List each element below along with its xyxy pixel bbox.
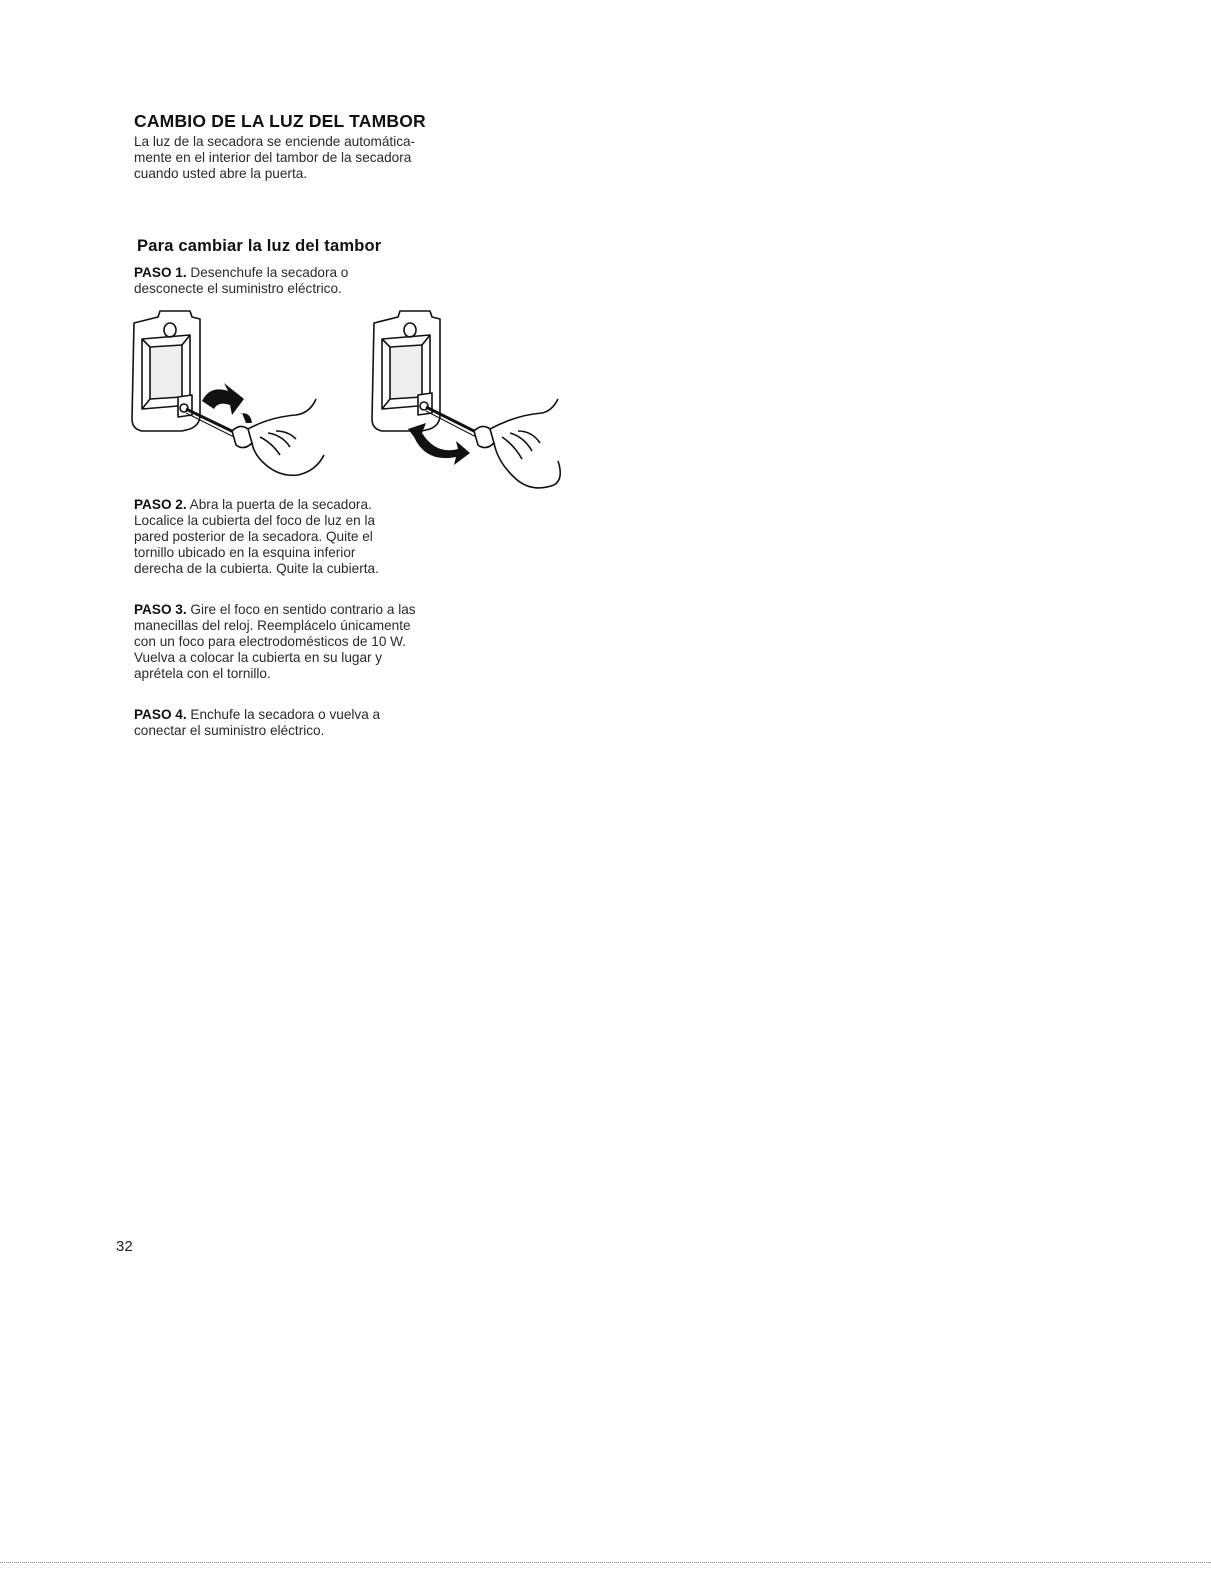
step-line (134, 265, 494, 281)
step-label: PASO 3. (134, 602, 187, 617)
intro-paragraph (134, 134, 479, 182)
step-text: Enchufe la secadora o vuelva a (190, 707, 381, 722)
step-2 (134, 497, 494, 577)
step-label: PASO 4. (134, 707, 187, 722)
step-label: PASO 2. (134, 497, 187, 512)
step-line: Localice la cubierta del foco de luz en la (134, 513, 376, 528)
step-3 (134, 602, 494, 682)
step-line: desconecte el suministro eléctrico. (134, 281, 342, 296)
step-line: pared posterior de la secadora. Quite el (134, 529, 373, 544)
light-cover-install-icon (360, 305, 580, 500)
step-label: PASO 1. (134, 265, 187, 280)
intro-line: cuando usted abre la puerta. (134, 166, 308, 181)
step-line: manecillas del reloj. Reemplácelo únicamente (134, 618, 411, 633)
intro-line: mente en el interior del tambor de la secadora (134, 150, 412, 165)
page-bottom-divider (0, 1562, 1211, 1563)
page-number: 32 (116, 1238, 133, 1255)
step-text: Abra la puerta de la secadora. (189, 497, 372, 512)
section-title: CAMBIO DE LA LUZ DEL TAMBOR (134, 111, 426, 131)
step-line: aprétela con el tornillo. (134, 666, 271, 681)
step-text: Desenchufe la secadora o (190, 265, 349, 280)
step-line (134, 602, 494, 618)
step-line: conectar el suministro eléctrico. (134, 723, 325, 738)
step-line: tornillo ubicado en la esquina inferior (134, 545, 356, 560)
intro-line: La luz de la secadora se enciende automática- (134, 134, 416, 149)
step-4 (134, 707, 494, 739)
step-line: Vuelva a colocar la cubierta en su lugar y (134, 650, 383, 665)
step-line: con un foco para electrodomésticos de 10 W. (134, 634, 407, 649)
step-1 (134, 265, 494, 297)
step-line (134, 707, 494, 723)
subsection-title: Para cambiar la luz del tambor (137, 237, 382, 255)
light-cover-removal-icon (120, 305, 340, 490)
step-line (134, 497, 494, 513)
step-text: Gire el foco en sentido contrario a las (190, 602, 416, 617)
step-line: derecha de la cubierta. Quite la cubierta. (134, 561, 379, 576)
